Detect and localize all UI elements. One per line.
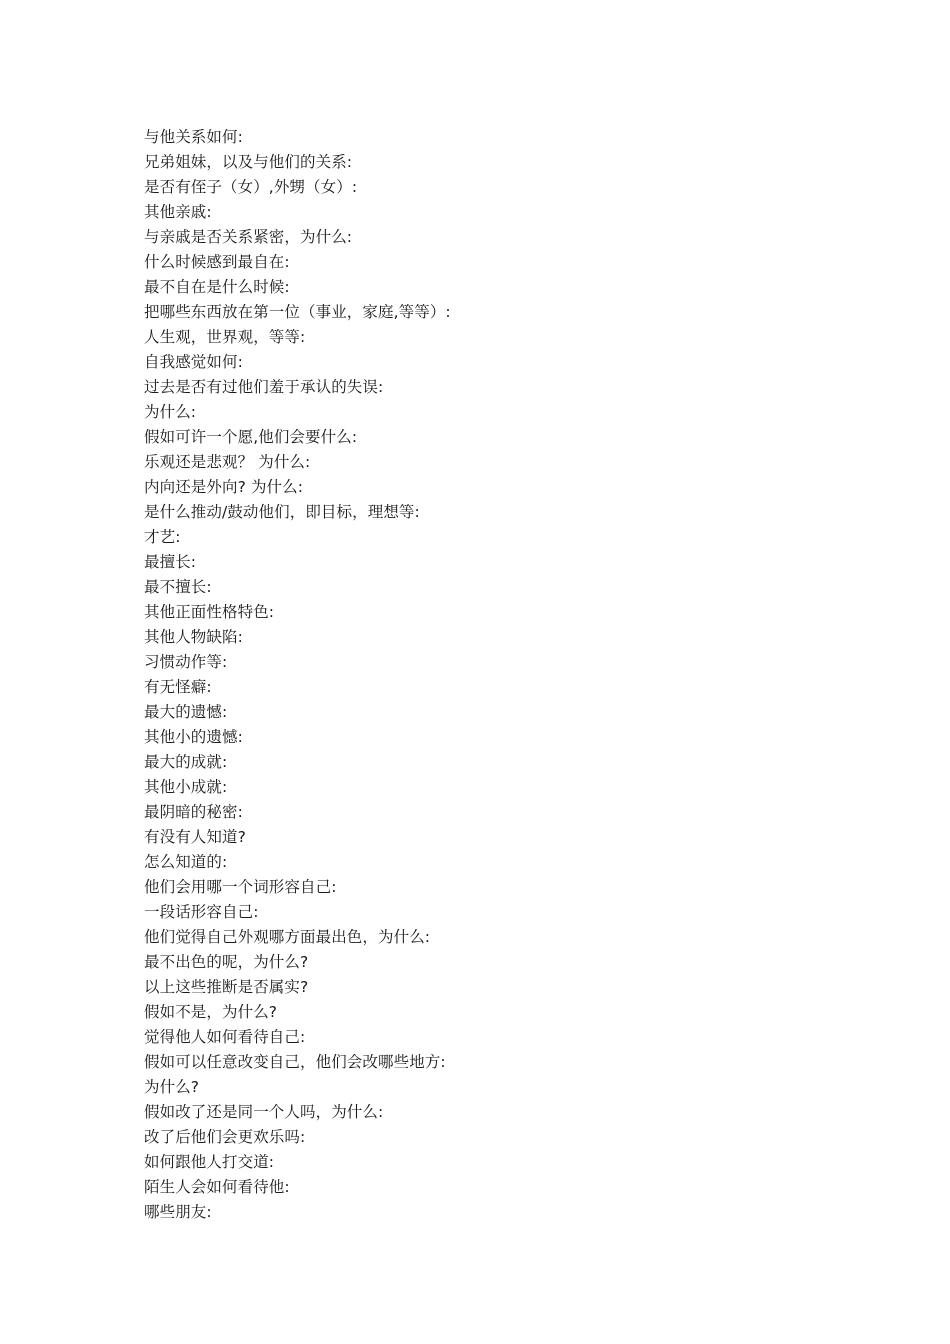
question-line: 最大的遗憾:: [144, 703, 228, 721]
question-line: 以上这些推断是否属实?: [144, 978, 309, 996]
question-line: 把哪些东西放在第一位（事业，家庭,等等）:: [144, 303, 451, 321]
question-line: 假如改了还是同一个人吗，为什么:: [144, 1103, 384, 1121]
question-line: 其他正面性格特色:: [144, 603, 275, 621]
question-line: 最大的成就:: [144, 753, 228, 771]
question-line: 是否有侄子（女）,外甥（女）:: [144, 178, 358, 196]
question-line: 乐观还是悲观？ 为什么:: [144, 453, 311, 471]
question-line: 才艺:: [144, 528, 181, 546]
question-line: 觉得他人如何看待自己:: [144, 1028, 306, 1046]
question-line: 怎么知道的:: [144, 853, 228, 871]
question-line: 其他人物缺陷:: [144, 628, 243, 646]
question-line: 与他关系如何:: [144, 128, 243, 146]
question-line: 为什么?: [144, 1078, 200, 1096]
question-line: 自我感觉如何:: [144, 353, 243, 371]
question-line: 过去是否有过他们羞于承认的失误:: [144, 378, 384, 396]
question-line: 人生观，世界观，等等:: [144, 328, 306, 346]
question-line: 其他小的遗憾:: [144, 728, 243, 746]
question-line: 是什么推动/鼓动他们，即目标，理想等:: [144, 503, 420, 521]
question-line: 陌生人会如何看待他:: [144, 1178, 290, 1196]
question-line: 为什么:: [144, 403, 197, 421]
question-line: 哪些朋友:: [144, 1203, 212, 1221]
question-line: 如何跟他人打交道:: [144, 1153, 275, 1171]
question-line: 他们会用哪一个词形容自己:: [144, 878, 337, 896]
question-line: 最不自在是什么时候:: [144, 278, 290, 296]
question-line: 假如可许一个愿,他们会要什么:: [144, 428, 358, 446]
question-line: 最不擅长:: [144, 578, 212, 596]
question-line: 内向还是外向? 为什么:: [144, 478, 304, 496]
question-line: 兄弟姐妹，以及与他们的关系:: [144, 153, 353, 171]
question-line: 最擅长:: [144, 553, 197, 571]
question-line: 改了后他们会更欢乐吗:: [144, 1128, 306, 1146]
question-line: 其他小成就:: [144, 778, 228, 796]
question-line: 假如可以任意改变自己，他们会改哪些地方:: [144, 1053, 446, 1071]
question-line: 一段话形容自己:: [144, 903, 259, 921]
question-line: 与亲戚是否关系紧密，为什么:: [144, 228, 353, 246]
question-line: 其他亲戚:: [144, 203, 212, 221]
question-line: 假如不是，为什么?: [144, 1003, 278, 1021]
question-line: 习惯动作等:: [144, 653, 228, 671]
question-line: 有没有人知道?: [144, 828, 246, 846]
question-line: 最阴暗的秘密:: [144, 803, 243, 821]
question-line: 有无怪癖:: [144, 678, 212, 696]
question-line: 他们觉得自己外观哪方面最出色，为什么:: [144, 928, 431, 946]
question-line: 什么时候感到最自在:: [144, 253, 290, 271]
question-line: 最不出色的呢，为什么?: [144, 953, 309, 971]
questionnaire-lines: [144, 125, 864, 1225]
